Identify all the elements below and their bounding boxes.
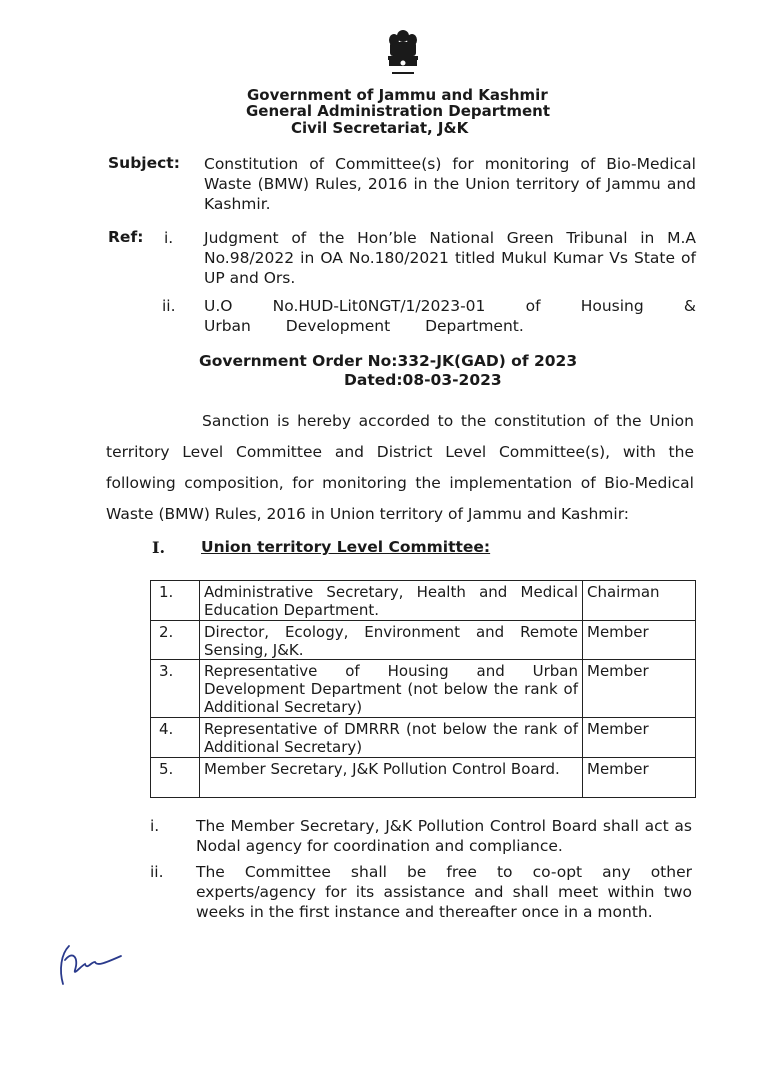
member-description: Representative of Housing and Urban Development Department (not below the rank of Additional Secretary) <box>200 660 583 718</box>
order-date: Dated:08-03-2023 <box>344 371 502 389</box>
table-row <box>151 718 696 758</box>
header-secretariat: Civil Secretariat, J&K <box>291 119 469 137</box>
subject-text: Constitution of Committee(s) for monitoring of Bio-Medical Waste (BMW) Rules, 2016 in the Union territory of Jammu and Kashmir. <box>204 155 696 213</box>
member-role: Member <box>583 660 696 718</box>
table-row <box>151 660 696 718</box>
body-paragraph-text: Sanction is hereby accorded to the constitution of the Union territory Level Committee and District Level Committee(s), with the following composition, for monitoring the implementation of Bio-Medical Waste (BMW) Rules, 2016 in Union territory of Jammu and Kashmir: <box>106 412 694 523</box>
ref-item-text: Judgment of the Hon’ble National Green Tribunal in M.A No.98/2022 in OA No.180/2021 titled Mukul Kumar Vs State of UP and Ors. <box>204 229 696 287</box>
order-number: Government Order No:332-JK(GAD) of 2023 <box>199 352 578 370</box>
ref-item-num: i. <box>164 229 174 247</box>
section-title: Union territory Level Committee: <box>201 538 491 556</box>
note-text: The Committee shall be free to co-opt any other experts/agency for its assistance and shall meet within two weeks in the first instance and thereafter once in a month. <box>196 863 692 921</box>
header-government: Government of Jammu and Kashmir <box>247 86 548 104</box>
ref-label: Ref: <box>108 228 144 246</box>
subject-label: Subject: <box>108 154 180 172</box>
row-number: 1. <box>151 581 200 621</box>
committee-table <box>150 580 696 798</box>
row-number: 2. <box>151 621 200 660</box>
member-role: Chairman <box>583 581 696 621</box>
member-description: Administrative Secretary, Health and Medical Education Department. <box>200 581 583 621</box>
member-description: Member Secretary, J&K Pollution Control Board. <box>200 758 583 798</box>
note-text: The Member Secretary, J&K Pollution Control Board shall act as Nodal agency for coordination and compliance. <box>196 817 692 855</box>
member-role: Member <box>583 621 696 660</box>
row-number: 3. <box>151 660 200 718</box>
section-number: I. <box>152 538 166 557</box>
ref-item-num: ii. <box>162 297 176 315</box>
note-number: i. <box>150 817 160 835</box>
table-row <box>151 758 696 798</box>
header-department: General Administration Department <box>246 102 550 120</box>
member-description: Director, Ecology, Environment and Remote Sensing, J&K. <box>200 621 583 660</box>
ref-item-text: U.O No.HUD-Lit0NGT/1/2023-01 of Housing & Urban Development Department. <box>204 297 696 335</box>
body-paragraph <box>106 406 694 530</box>
row-number: 4. <box>151 718 200 758</box>
row-number: 5. <box>151 758 200 798</box>
state-emblem-icon <box>378 28 428 80</box>
table-row <box>151 621 696 660</box>
member-role: Member <box>583 718 696 758</box>
table-row <box>151 581 696 621</box>
handwritten-initial-icon <box>55 940 125 990</box>
member-role: Member <box>583 758 696 798</box>
note-number: ii. <box>150 863 164 881</box>
member-description: Representative of DMRRR (not below the rank of Additional Secretary) <box>200 718 583 758</box>
